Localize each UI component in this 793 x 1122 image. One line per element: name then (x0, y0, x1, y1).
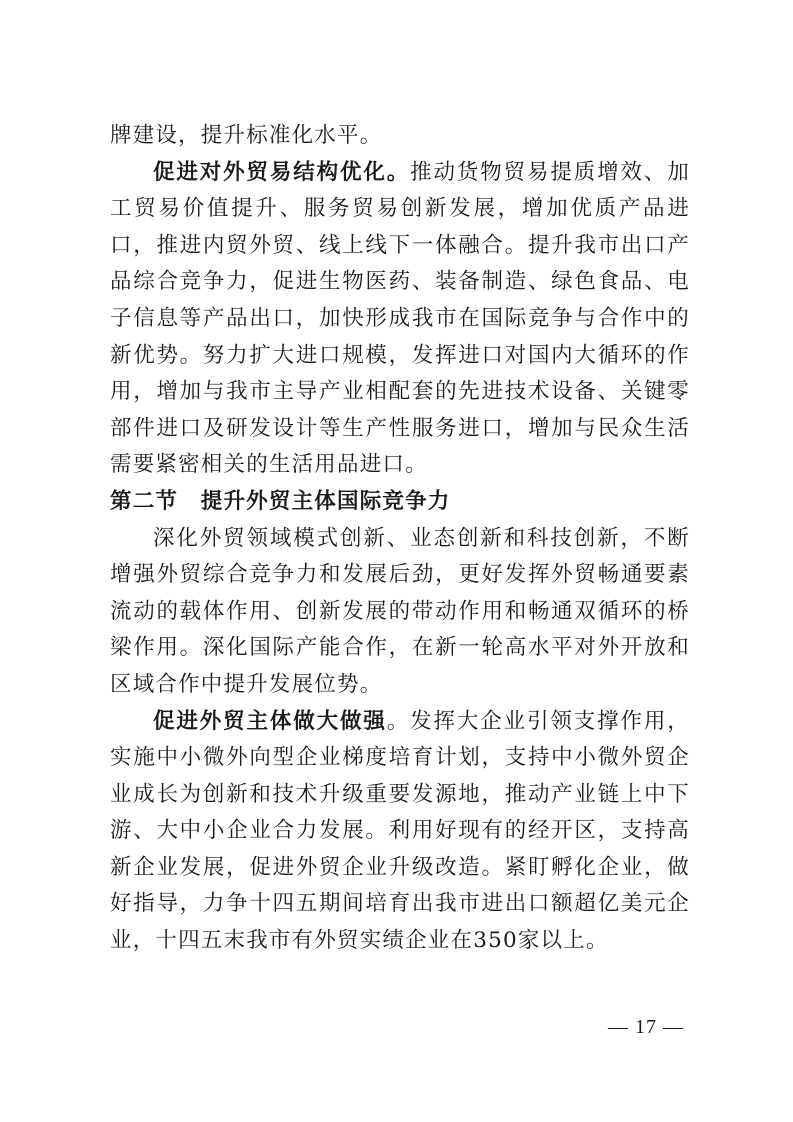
paragraph-1: 牌建设，提升标准化水平。 (110, 123, 383, 148)
paragraph-4-text: 。发挥大企业引领支撑作用，实施中小微外向型企业梯度培育计划，支持中小微外贸企业成长为创新和技术升级重要发源地，推动产业链上中下游、大中小企业合力发展。利用好现有的经开区，支持高新企业发展，促进外贸企业升级改造。紧盯孵化企业，做好指导，力争十四五期间培育出我市进出口额超亿美元企业，十四五末我市有外贸实绩企业在350家以上。 (110, 708, 690, 954)
body-text (110, 118, 690, 960)
paragraph-4 (110, 704, 690, 960)
paragraph-2-text: 推动货物贸易提质增效、加工贸易价值提升、服务贸易创新发展，增加优质产品进口，推进内贸外贸、线上线下一体融合。提升我市出口产品综合竞争力，促进生物医药、装备制造、绿色食品、电子信息等产品出口，加快形成我市在国际竞争与合作中的新优势。努力扩大进口规模，发挥进口对国内大循环的作用，增加与我市主导产业相配套的先进技术设备、关键零部件进口及研发设计等生产性服务进口，增加与民众生活需要紧密相关的生活用品进口。 (110, 159, 691, 478)
paragraph-3: 深化外贸领域模式创新、业态创新和科技创新，不断增强外贸综合竞争力和发展后劲，更好发挥外贸畅通要素流动的载体作用、创新发展的带动作用和畅通双循环的桥梁作用。深化国际产能合作，在新一轮高水平对外开放和区域合作中提升发展位势。 (110, 525, 690, 697)
page-number: — 17 — (608, 1016, 684, 1038)
paragraph-4-lead: 促进外贸主体做大做强 (153, 708, 387, 734)
paragraph-2 (110, 155, 690, 484)
section-heading: 第二节 提升外贸主体国际竞争力 (110, 488, 451, 514)
paragraph-2-lead: 促进对外贸易结构优化。 (153, 159, 411, 185)
